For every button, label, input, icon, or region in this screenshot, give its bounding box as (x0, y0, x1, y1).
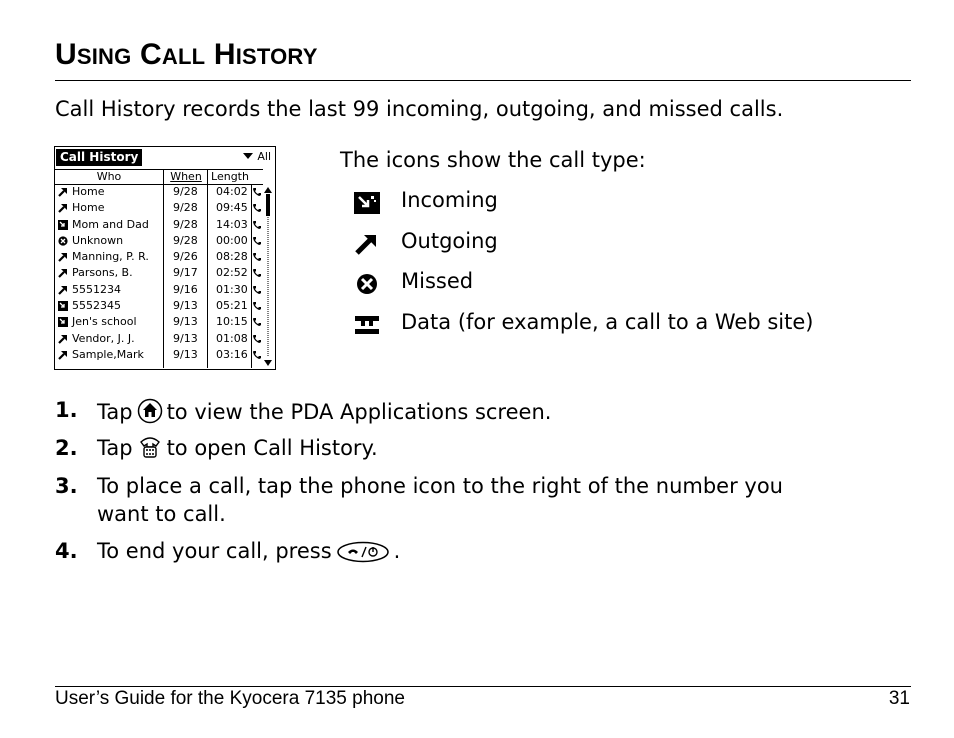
pda-scrollbar (264, 187, 272, 367)
page-number: 31 (888, 688, 910, 709)
row-length: 02:52 (216, 266, 248, 280)
incoming-call-icon (58, 220, 68, 230)
pda-title-tab: Call History (56, 149, 142, 166)
footer-divider (55, 686, 911, 687)
outgoing-call-icon (58, 268, 68, 278)
table-row (55, 249, 263, 265)
phone-icon (253, 187, 261, 197)
table-row (55, 331, 263, 347)
row-length: 01:08 (216, 331, 248, 345)
phone-icon (253, 350, 261, 360)
row-who: Vendor, J. J. (72, 331, 135, 345)
row-length: 10:15 (216, 315, 248, 329)
outgoing-call-icon (58, 252, 68, 262)
row-length: 08:28 (216, 250, 248, 264)
row-who: Home (72, 185, 105, 198)
pda-call-list (55, 184, 263, 363)
home-icon (137, 398, 163, 424)
missed-call-icon (354, 273, 380, 295)
row-who: Unknown (72, 233, 124, 247)
row-who: 5552345 (72, 299, 121, 313)
phone-icon (253, 268, 261, 278)
row-length: 04:02 (216, 185, 248, 198)
col-when: When (163, 170, 208, 184)
phone-icon (253, 317, 261, 327)
incoming-call-icon (58, 301, 68, 311)
row-when: 9/13 (173, 347, 198, 361)
row-when: 9/28 (173, 233, 198, 247)
row-length: 01:30 (216, 282, 248, 296)
phone-icon (253, 301, 261, 311)
row-when: 9/28 (173, 185, 198, 198)
phone-icon (253, 252, 261, 262)
phone-icon (253, 285, 261, 295)
missed-call-icon (58, 236, 68, 246)
row-length: 14:03 (216, 217, 248, 231)
call-history-app-icon (137, 436, 163, 460)
end-key-icon (336, 541, 390, 563)
call-history-screenshot (54, 146, 276, 370)
phone-icon (253, 236, 261, 246)
table-row (55, 298, 263, 314)
outgoing-call-icon (58, 203, 68, 213)
intro-text: Call History records the last 99 incoming, outgoing, and missed calls. (55, 97, 784, 121)
title-divider (55, 80, 911, 81)
row-who: 5551234 (72, 282, 121, 296)
table-row (55, 200, 263, 216)
row-who: Parsons, B. (72, 266, 133, 280)
row-when: 9/26 (173, 250, 198, 264)
pda-column-headers (55, 169, 263, 185)
phone-icon (253, 334, 261, 344)
col-length: Length (207, 170, 252, 184)
row-when: 9/13 (173, 331, 198, 345)
row-who: Sample,Mark (72, 347, 144, 361)
pda-header (55, 147, 275, 169)
table-row (55, 282, 263, 298)
table-row (55, 314, 263, 330)
row-when: 9/13 (173, 299, 198, 313)
outgoing-call-icon (58, 285, 68, 295)
row-when: 9/28 (173, 217, 198, 231)
row-who: Jen's school (72, 315, 137, 329)
row-who: Manning, P. R. (72, 250, 149, 264)
data-call-icon (354, 314, 380, 336)
pda-filter-dropdown: All (243, 150, 271, 163)
phone-icon (253, 220, 261, 230)
page-title: USING CALL HISTORY (55, 38, 318, 71)
row-length: 05:21 (216, 299, 248, 313)
row-length: 03:16 (216, 347, 248, 361)
incoming-call-icon (354, 192, 380, 214)
col-who: Who (96, 170, 122, 183)
table-row (55, 265, 263, 281)
row-when: 9/28 (173, 201, 198, 215)
outgoing-call-icon (354, 233, 380, 255)
row-when: 9/17 (173, 266, 198, 280)
outgoing-call-icon (58, 187, 68, 197)
incoming-call-icon (58, 317, 68, 327)
outgoing-call-icon (58, 350, 68, 360)
table-row (55, 217, 263, 233)
outgoing-call-icon (58, 334, 68, 344)
dropdown-triangle-icon (243, 153, 253, 159)
table-row (55, 347, 263, 363)
phone-icon (253, 203, 261, 213)
row-who: Mom and Dad (72, 217, 149, 231)
table-row (55, 184, 263, 200)
footer-guide-title: User’s Guide for the Kyocera 7135 phone (55, 688, 405, 709)
row-when: 9/13 (173, 315, 198, 329)
row-when: 9/16 (173, 282, 198, 296)
row-who: Home (72, 201, 105, 215)
row-length: 09:45 (216, 201, 248, 215)
table-row (55, 233, 263, 249)
icons-intro: The icons show the call type: (340, 148, 646, 172)
row-length: 00:00 (216, 233, 248, 247)
